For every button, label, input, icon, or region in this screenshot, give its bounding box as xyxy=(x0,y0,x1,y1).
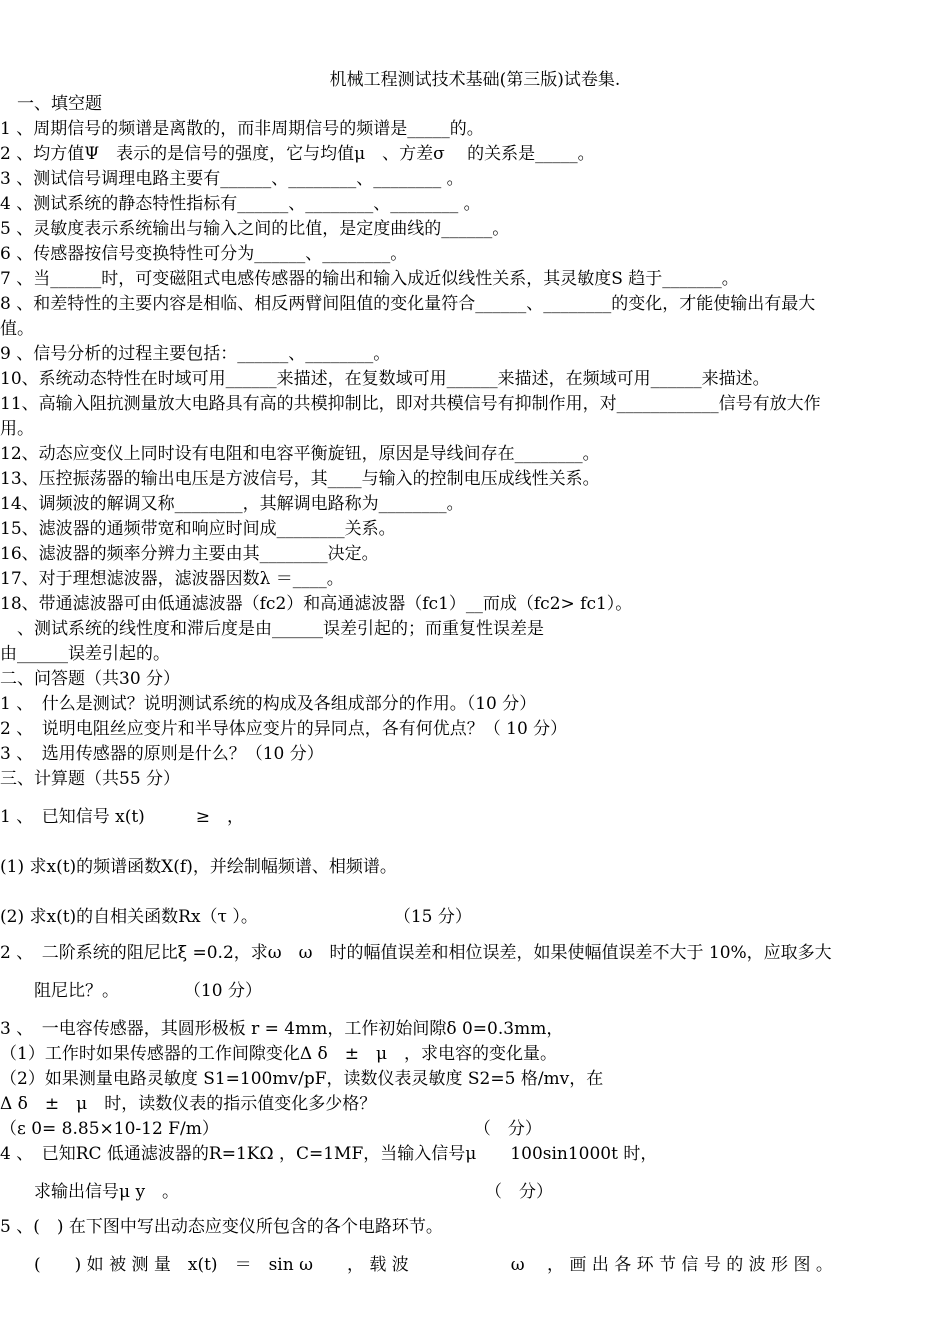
question-line: 3 、测试信号调理电路主要有______、________、________ 。 xyxy=(0,169,464,189)
question-line: 9 、信号分析的过程主要包括：______、________。 xyxy=(0,344,391,364)
question-line: 2 、均方值Ψ 表示的是信号的强度，它与均值μ 、方差σ 的关系是_____。 xyxy=(0,144,595,164)
question-line: (1) 求x(t)的频谱函数X(f)，并绘制幅频谱、相频谱。 xyxy=(0,857,397,877)
question-line: 17、对于理想滤波器，滤波器因数λ ＝____。 xyxy=(0,569,344,589)
question-line: 5 、灵敏度表示系统输出与输入之间的比值，是定度曲线的______。 xyxy=(0,219,510,239)
question-line: 求输出信号μ y 。 （ 分） xyxy=(0,1182,554,1202)
question-line: 10、系统动态特性在时域可用______来描述，在复数域可用______来描述，在频域可用______来描述。 xyxy=(0,369,770,389)
question-line: 由______误差引起的。 xyxy=(0,644,170,664)
question-line: （2）如果测量电路灵敏度 S1=100mv/pF，读数仪表灵敏度 S2=5 格/mv，在 xyxy=(0,1069,604,1089)
question-line: 用。 xyxy=(0,419,34,439)
question-line: 2 、 说明电阻丝应变片和半导体应变片的异同点，各有何优点？（ 10 分） xyxy=(0,719,568,739)
question-line: 1 、 已知信号 x(t) ≥ ， xyxy=(0,807,245,827)
question-line: 值。 xyxy=(0,319,34,339)
question-line: 4 、 已知RC 低通滤波器的R=1KΩ ，C=1MF，当输入信号μ 100sin1000t 时， xyxy=(0,1144,658,1164)
question-line: 3 、 选用传感器的原则是什么？（10 分） xyxy=(0,744,324,764)
question-line: 11、高输入阻抗测量放大电路具有高的共模抑制比，即对共模信号有抑制作用，对____________信号有放大作 xyxy=(0,394,821,414)
question-line: 16、滤波器的频率分辨力主要由其________决定。 xyxy=(0,544,379,564)
question-line: (2) 求x(t)的自相关函数Rx（τ ）。 （15 分） xyxy=(0,907,472,927)
question-line: 13、压控振荡器的输出电压是方波信号，其____与输入的控制电压成线性关系。 xyxy=(0,469,600,489)
question-line: 1 、周期信号的频谱是离散的，而非周期信号的频谱是_____的。 xyxy=(0,119,484,139)
question-line: 15、滤波器的通频带宽和响应时间成________关系。 xyxy=(0,519,396,539)
question-line: 8 、和差特性的主要内容是相临、相反两臂间阻值的变化量符合______、________的变化，才能使输出有最大 xyxy=(0,294,816,314)
section-heading-fill-blank: 一、填空题 xyxy=(0,94,102,114)
question-line: 1 、 什么是测试？说明测试系统的构成及各组成部分的作用。（10 分） xyxy=(0,694,537,714)
question-line: 5 、( ) 在下图中写出动态应变仪所包含的各个电路环节。 xyxy=(0,1217,443,1237)
question-line: 4 、测试系统的静态特性指标有______、________、________ 。 xyxy=(0,194,481,214)
page-title: 机械工程测试技术基础(第三版)试卷集. xyxy=(329,70,621,90)
question-line: 、测试系统的线性度和滞后度是由______误差引起的；而重复性误差是 xyxy=(0,619,544,639)
question-line: 7 、当______时，可变磁阻式电感传感器的输出和输入成近似线性关系，其灵敏度S 趋于_______。 xyxy=(0,269,739,289)
question-line: 阻尼比？。 （10 分） xyxy=(0,981,262,1001)
question-line: 3 、 一电容传感器，其圆形极板 r = 4mm，工作初始间隙δ 0=0.3mm， xyxy=(0,1019,564,1039)
question-line: （1）工作时如果传感器的工作间隙变化Δ δ ± μ ，求电容的变化量。 xyxy=(0,1044,558,1064)
section-heading-calc: 三、计算题（共55 分） xyxy=(0,769,181,789)
section-heading-qa: 二、问答题（共30 分） xyxy=(0,669,181,689)
question-line: （ε 0= 8.85×10-12 F/m） （ 分） xyxy=(0,1119,542,1139)
question-line: Δ δ ± μ 时，读数仪表的指示值变化多少格？ xyxy=(0,1094,377,1114)
question-line: 6 、传感器按信号变换特性可分为______、________。 xyxy=(0,244,408,264)
question-line: 12、动态应变仪上同时设有电阻和电容平衡旋钮，原因是导线间存在________。 xyxy=(0,444,600,464)
question-line: ( ) 如 被 测 量 x(t) ＝ sin ω ， 载 波 ω ， 画 出 各 环 节 信 号 的 波 形 图 。 xyxy=(0,1255,833,1275)
question-line: 2 、 二阶系统的阻尼比ξ =0.2，求ω ω 时的幅值误差和相位误差，如果使幅值误差不大于 10%，应取多大 xyxy=(0,943,832,963)
question-line: 18、带通滤波器可由低通滤波器（fc2）和高通滤波器（fc1）__而成（fc2> fc1）。 xyxy=(0,594,633,614)
question-line: 14、调频波的解调又称________，其解调电路称为________。 xyxy=(0,494,464,514)
